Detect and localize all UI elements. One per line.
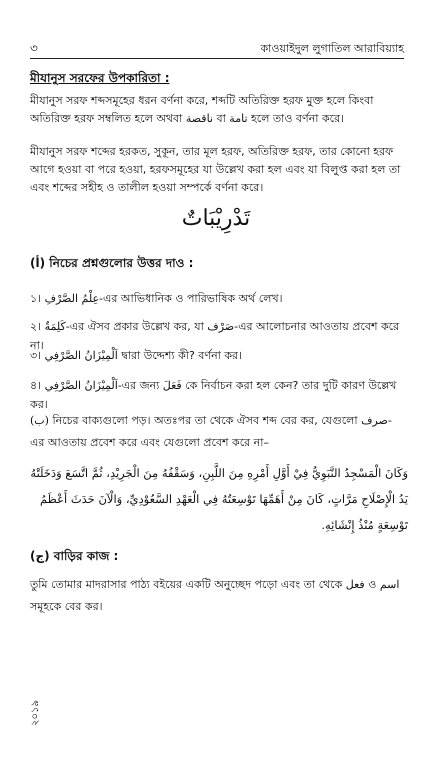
- homework-text-part: ও: [368, 578, 377, 591]
- section-title: মীযানুস সরফের উপকারিতা :: [30, 71, 170, 85]
- part-a-heading: (أ) নিচের প্রশ্নগুলোর উত্তর দাও :: [30, 256, 194, 270]
- part-c-heading: (ج) বাড়ির কাজ :: [30, 549, 119, 563]
- question-number: ২।: [30, 320, 42, 333]
- question-text: -এর ঐসব প্রকার উল্লেখ কর, যা: [65, 320, 204, 333]
- arabic-term: صَرْف: [207, 320, 235, 333]
- arabic-term: اسم: [379, 578, 400, 591]
- header-rule: [30, 58, 404, 59]
- arabic-passage: وَكَانَ الْمَسْجِدُ النَّبَوِيُّ فِيْ أَوَّلِ أَمْرِهِ مِنَ اللَّبِنِ، وَسَقْفُهُ مِنَ الْجَرِيْدِ، ثُمَّ اتَّسَعَ وَدَخَلَتْهُ يَدُ الْإِصْلَاحِ مَرَّاتٍ، كَانَ مِنْ أَهَمِّهَا تَوْسِعَتُهُ فِي الْعَهْدِ السَّعُوْدِيِّ، وَالْآنَ حَدَثَ أَعْظَمُ تَوْسِعَةٍ مُنْذُ إِنْشَائِهِ.: [30, 466, 408, 532]
- homework-text-part: তুমি তোমার মাদরাসার পাঠ্য বইয়ের একটি অনুচ্ছেদ পড়ো এবং তা থেকে: [30, 578, 343, 591]
- arabic-term: كَلِمَةٌ: [44, 320, 66, 333]
- homework-text: [30, 574, 404, 618]
- exercises-title: تَدْرِيْبَاتٌ: [181, 206, 251, 231]
- part-b-instruction: [30, 410, 404, 454]
- arabic-term: اَلْمِيْزَانُ الصَّرْفِي: [44, 379, 118, 392]
- question-text: কে নির্বাচন করা হল কেন? তার দুটি কারণ উল্লেখ কর।: [30, 379, 397, 411]
- question-text: দ্বারা উদ্দেশ্য কী? বর্ণনা কর।: [121, 349, 242, 362]
- question-number: ১।: [30, 292, 42, 305]
- page-number: ৩: [30, 41, 38, 55]
- arabic-term: فَعَلَ: [162, 379, 182, 392]
- arabic-term: عِلْمُ الصَّرْفِ: [44, 292, 100, 305]
- question-number: ৪।: [30, 379, 42, 392]
- question-3: [30, 347, 404, 366]
- question-text: -এর আভিধানিক ও পারিভাষিক অর্থ লেখ।: [99, 292, 283, 305]
- arabic-term: اَلْمِيْزَانُ الصَّرْفِي: [44, 349, 118, 362]
- homework-text-part: সমূহকে বের কর।: [30, 600, 103, 613]
- question-text: -এর আলোচনার আওতায় প্রবেশ করে না।: [30, 320, 400, 352]
- part-b-label: (ب): [30, 414, 49, 427]
- question-text: -এর জন্য: [117, 379, 160, 392]
- question-1: [30, 290, 404, 309]
- running-header-title: কাওয়াইদুল লুগাতিল আরাবিয়্যাহ: [260, 42, 404, 55]
- side-year-mark: ২০১৯: [30, 700, 41, 726]
- instruction-text: -এর আওতায় প্রবেশ করে এবং যেগুলো প্রবেশ করে না–: [30, 414, 392, 449]
- intro-paragraph-2: মীযানুস সরফ শব্দের হরকত, সুকূন, তার মূল হরফ, অতিরিক্ত হরফ, তার কোনো হরফ আগে হওয়া বা পরে হওয়া, হরফসমূহের যা উল্লেখ করা হল এবং যা বিলুপ্ত করা হল তা এবং শব্দের সহীহ ও তালীল হওয়া সম্পর্কে বর্ণনা করে।: [30, 145, 401, 194]
- arabic-term: صرف: [361, 414, 388, 427]
- question-number: ৩।: [30, 349, 42, 362]
- intro-paragraph-1: মীযানুস সরফ শব্দসমূহের ধরন বর্ণনা করে, শব্দটি অতিরিক্ত হরফ মুক্ত হলে কিংবা অতিরিক্ত হরফ সম্বলিত হলে অথবা ناقصة বা تامة হলে তাও বর্ণনা করে।: [30, 94, 374, 125]
- instruction-text: নিচের বাক্যগুলো পড়। অতঃপর তা থেকে ঐসব শব্দ বের কর, যেগুলো: [52, 414, 358, 427]
- arabic-term: فعل: [345, 578, 365, 591]
